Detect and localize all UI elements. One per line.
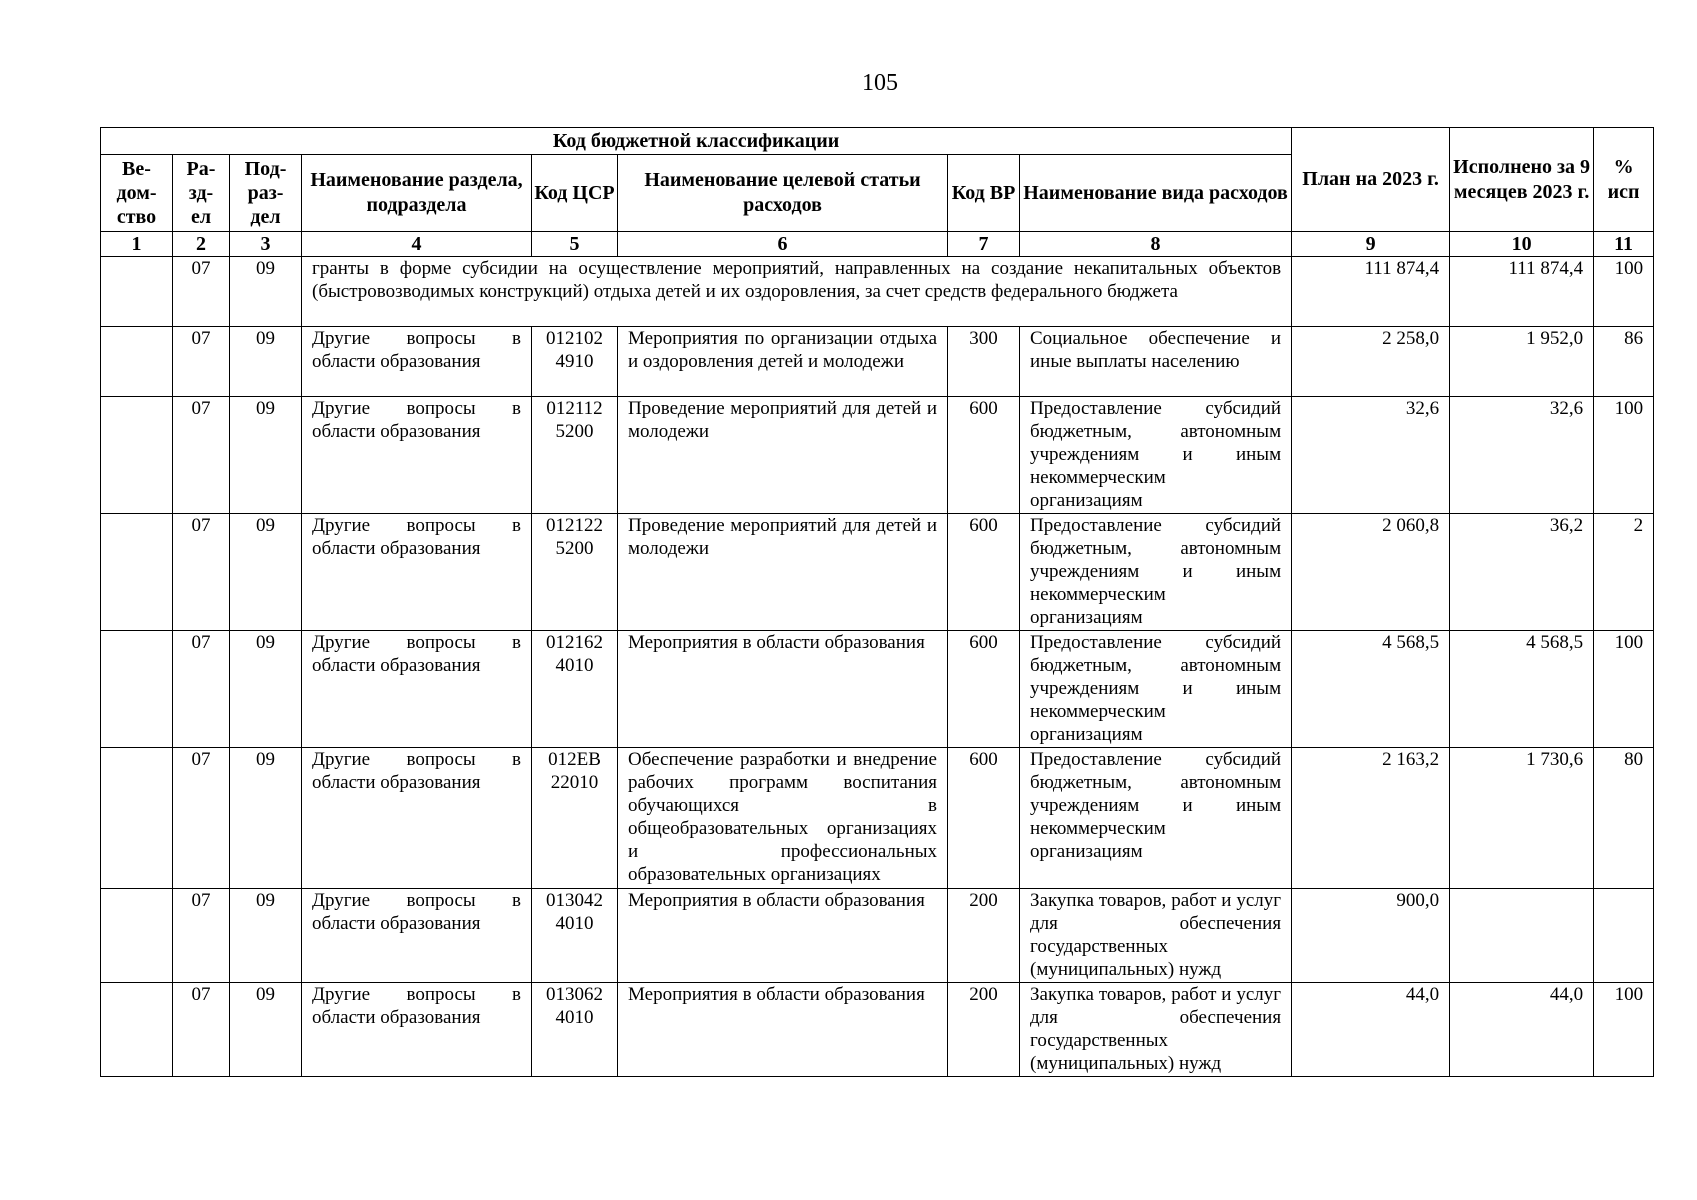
cell-vr: 600 [948,631,1020,748]
cell-podrazdel: 09 [230,631,302,748]
cell-razdel: 07 [173,327,230,397]
cell-percent: 100 [1594,631,1654,748]
budget-table [100,127,1654,1077]
cell-razdel: 07 [173,631,230,748]
cell-csr: 012122 5200 [532,514,618,631]
cell-target-name: Мероприятия по организации отдыха и оздоровления детей и молодежи [618,327,948,397]
table-row [101,514,1654,631]
cell-vedomstvo [101,327,173,397]
cell-executed: 111 874,4 [1450,257,1594,327]
cell-razdel: 07 [173,397,230,514]
header-executed: Исполнено за 9 месяцев 2023 г. [1450,128,1594,232]
cell-vr: 600 [948,397,1020,514]
header-vedomstvo: Ве- дом- ство [101,155,173,232]
table-row-grant [101,257,1654,327]
cell-vr: 300 [948,327,1020,397]
header-plan: План на 2023 г. [1292,128,1450,232]
cell-razdel-name: Другие вопросы в области образования [302,631,532,748]
column-number: 5 [532,232,618,257]
cell-vedomstvo [101,748,173,889]
cell-percent: 80 [1594,748,1654,889]
cell-percent: 2 [1594,514,1654,631]
column-number-row [101,232,1654,257]
page-number: 105 [862,70,898,96]
cell-executed: 1 952,0 [1450,327,1594,397]
cell-percent: 100 [1594,983,1654,1077]
cell-percent: 100 [1594,397,1654,514]
cell-expense-type: Закупка товаров, работ и услуг для обеспечения государственных (муниципальных) нужд [1020,983,1292,1077]
header-target-name: Наименование целевой статьи расходов [618,155,948,232]
cell-expense-type: Закупка товаров, работ и услуг для обеспечения государственных (муниципальных) нужд [1020,889,1292,983]
cell-plan: 111 874,4 [1292,257,1450,327]
cell-csr: 013042 4010 [532,889,618,983]
cell-vedomstvo [101,889,173,983]
cell-razdel: 07 [173,983,230,1077]
cell-plan: 4 568,5 [1292,631,1450,748]
column-number: 11 [1594,232,1654,257]
cell-razdel: 07 [173,257,230,327]
cell-vedomstvo [101,983,173,1077]
cell-razdel: 07 [173,514,230,631]
cell-razdel-name: Другие вопросы в области образования [302,889,532,983]
cell-executed: 44,0 [1450,983,1594,1077]
cell-plan: 32,6 [1292,397,1450,514]
cell-executed: 1 730,6 [1450,748,1594,889]
table-row [101,327,1654,397]
cell-vr: 600 [948,748,1020,889]
header-razdel-name: Наименование раздела, подраздела [302,155,532,232]
cell-plan: 2 060,8 [1292,514,1450,631]
cell-target-name: Мероприятия в области образования [618,889,948,983]
table-row [101,983,1654,1077]
cell-razdel-name: Другие вопросы в области образования [302,514,532,631]
cell-percent [1594,889,1654,983]
cell-target-name: Мероприятия в области образования [618,983,948,1077]
cell-razdel: 07 [173,889,230,983]
cell-csr: 012112 5200 [532,397,618,514]
cell-vr: 600 [948,514,1020,631]
cell-expense-type: Предоставление субсидий бюджетным, автономным учреждениям и иным некоммерческим организациям [1020,631,1292,748]
column-number: 2 [173,232,230,257]
cell-vr: 200 [948,983,1020,1077]
cell-percent: 100 [1594,257,1654,327]
table-row [101,631,1654,748]
cell-podrazdel: 09 [230,889,302,983]
column-number: 10 [1450,232,1594,257]
cell-target-name: Проведение мероприятий для детей и молодежи [618,514,948,631]
cell-vedomstvo [101,257,173,327]
cell-razdel: 07 [173,748,230,889]
cell-vedomstvo [101,514,173,631]
cell-grant-description: гранты в форме субсидии на осуществление мероприятий, направленных на создание некапитальных объектов (быстровозводимых конструкций) отдыха детей и их оздоровления, за счет средств федерального бюджета [302,257,1292,327]
cell-plan: 900,0 [1292,889,1450,983]
cell-plan: 2 163,2 [1292,748,1450,889]
column-number: 6 [618,232,948,257]
cell-razdel-name: Другие вопросы в области образования [302,748,532,889]
cell-percent: 86 [1594,327,1654,397]
cell-target-name: Мероприятия в области образования [618,631,948,748]
cell-podrazdel: 09 [230,327,302,397]
header-csr: Код ЦСР [532,155,618,232]
cell-vr: 200 [948,889,1020,983]
column-number: 1 [101,232,173,257]
header-percent: % исп [1594,128,1654,232]
cell-razdel-name: Другие вопросы в области образования [302,397,532,514]
cell-expense-type: Социальное обеспечение и иные выплаты населению [1020,327,1292,397]
cell-vedomstvo [101,397,173,514]
cell-vedomstvo [101,631,173,748]
column-number: 7 [948,232,1020,257]
cell-razdel-name: Другие вопросы в области образования [302,327,532,397]
column-number: 9 [1292,232,1450,257]
cell-executed: 4 568,5 [1450,631,1594,748]
column-number: 4 [302,232,532,257]
header-vr: Код ВР [948,155,1020,232]
cell-executed: 36,2 [1450,514,1594,631]
column-number: 8 [1020,232,1292,257]
cell-plan: 44,0 [1292,983,1450,1077]
cell-csr: 012EB 22010 [532,748,618,889]
cell-executed [1450,889,1594,983]
cell-target-name: Обеспечение разработки и внедрение рабочих программ воспитания обучающихся в общеобразовательных организациях и профессиональных образовательных организациях [618,748,948,889]
cell-expense-type: Предоставление субсидий бюджетным, автономным учреждениям и иным некоммерческим организациям [1020,514,1292,631]
table-row [101,748,1654,889]
cell-plan: 2 258,0 [1292,327,1450,397]
cell-expense-type: Предоставление субсидий бюджетным, автономным учреждениям и иным некоммерческим организациям [1020,748,1292,889]
cell-target-name: Проведение мероприятий для детей и молодежи [618,397,948,514]
cell-expense-type: Предоставление субсидий бюджетным, автономным учреждениям и иным некоммерческим организациям [1020,397,1292,514]
cell-csr: 013062 4010 [532,983,618,1077]
table-row [101,397,1654,514]
header-expense-type: Наименование вида расходов [1020,155,1292,232]
header-podrazdel: Под- раз- дел [230,155,302,232]
table-row [101,889,1654,983]
cell-podrazdel: 09 [230,983,302,1077]
cell-razdel-name: Другие вопросы в области образования [302,983,532,1077]
cell-executed: 32,6 [1450,397,1594,514]
header-razdel: Ра- зд- ел [173,155,230,232]
column-number: 3 [230,232,302,257]
cell-podrazdel: 09 [230,748,302,889]
cell-csr: 012162 4010 [532,631,618,748]
header-budget-classification: Код бюджетной классификации [101,128,1292,155]
cell-podrazdel: 09 [230,514,302,631]
cell-podrazdel: 09 [230,397,302,514]
cell-csr: 012102 4910 [532,327,618,397]
cell-podrazdel: 09 [230,257,302,327]
